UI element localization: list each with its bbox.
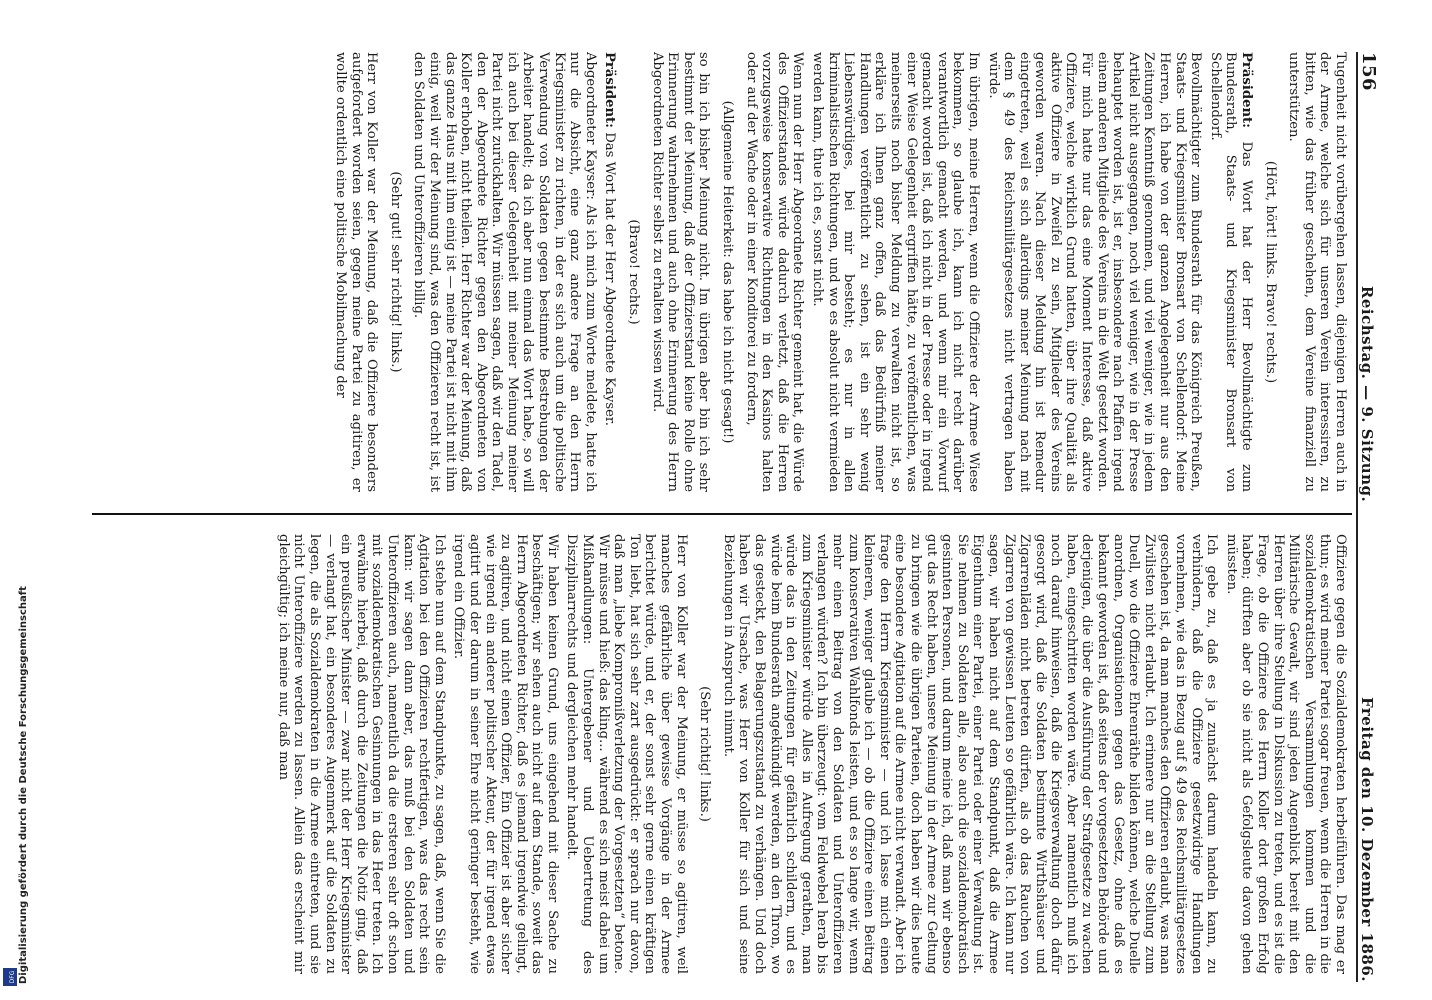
header-date: Freitag den 10. Dezember 1886.: [1358, 697, 1376, 982]
paragraph-text: Ich stehe nun auf dem Standpunkte, zu sagen, daß, wenn Sie die Agitation bei den Offizieren rechtfertigen, was das recht sein kann: wir sagen dann aber, das muß bei den Soldaten und Unteroffizieren auch, namentlich da die ersteren sehr oft schon mit sozialdemokratischen Gesinnungen in das Heer treten. Ich erwähne hierbei, daß durch die Zeitungen die Notiz ging, daß ein preußischer Minister — zwar nicht der Herr Kriegsminister — verlangt hat, ein besonderes Augenmerk auf die Soldaten zu legen, die als Sozialdemokraten in die Armee eintreten, und sie nicht Unteroffiziere werden zu lassen. Allein das erscheint mir gleichgültig; ich meine nur, daß man: [275, 534, 447, 974]
right-column: [98, 534, 1348, 974]
paragraph-text: Abgeordneter Kayser: Als ich mich zum Worte meldete, hatte ich nur die Absicht, eine ganz andere Frage an den Herrn Kriegsminister zu richten, in der es sich auch um die politische Verwendung von Soldaten gegen bestimmte Bestrebungen der Arbeiter handelt; da ich aber nun einmal das Wort habe, so will ich auch bei dieser Gelegenheit mit meiner Meinung meiner Partei nicht zurückhalten. Wir müssen sagen, daß wir den Tadel, den der Abgeordnete Richter gegen den Abgeordneten von Koller erhoben, nicht theilen. Herr Richter war der Meinung, daß das ganze Haus mit ihm einig ist — meine Partei ist nicht mit ihm einig, weil wir der Meinung sind, was den Offizieren recht ist, ist den Soldaten und Unteroffizieren billig.: [411, 52, 598, 492]
paragraph-text: (Bravo! rechts.): [626, 219, 642, 325]
paragraph-text: Offiziere gegen die Sozialdemokraten herbeiführen. Das mag er thun; es wird meiner Partei sogar freuen, wenn die Herren in die sozialdemokratischen Versammlungen kommen und die Militärische Gewalt, wir sind jeden Augenblick bereit mit den Herren über ihre Stellung in Diskussion zu treten, und es ist die Frage, ob die Offiziere des Herrn Koller dort großen Erfolg haben; dürften aber ob sie nicht als Gefolgsleute davon gehen müssten.: [1223, 534, 1348, 974]
dfg-logo: [3, 968, 17, 986]
paragraph-text: (Sehr gut! sehr richtig! links.): [387, 171, 403, 373]
paragraph-text: Im übrigen, meine Herren, wenn die Offiziere der Armee Wiese bekommen, so glaube ich, kann ich nicht recht darüber verantwortlich gemacht werden, und wenn mir ein Vorwurf gemacht worden ist, daß ich nicht in der Presse oder in irgend einer Weise Gelegenheit ergriffen hätte, zu veröffentlichen, was meinerseits noch bisher Meldung zu verwalten nicht ist, so erkläre ich Ihnen ganz offen, daß das Bedürfniß meiner Handlungen veröffentlicht zu sehen, ist ein sehr wenig Liebenswürdiges, bei mir besteht; es nur in allen kriminalistischen Richtungen, und wo es absolut nicht vermieden werden kann, thue ich es, sonst nicht.: [810, 52, 981, 492]
paragraph: [743, 52, 805, 492]
paragraph: [809, 52, 981, 492]
paragraph-text: Wir haben keinen Grund, uns eingehend mit dieser Sache zu beschäftigen; wir sehen auch nicht auf dem Stande, soweit das Herrn Abgeordneten Richter, daß es jemand irgendwie gelingt, zu agitiren, und nicht einen Offizier, Ein Offizier ist aber sicher wie irgend ein anderer politischer Akteur, der für irgend etwas agitirt und der darum in seiner Ehre nicht geringer besteht, wie irgend ein Offizier.: [451, 534, 560, 974]
paragraph-text: Tugenheit nicht vorübergehen lassen, diejenigen Herren auch in der Armee, welche sich für unseren Verein interessiren, zu bitten, wie das früher geschehen, dem Vereine finanziell zu unterstützen.: [1286, 52, 1348, 492]
paragraph: [275, 534, 447, 974]
paragraph: [332, 52, 379, 492]
paragraph: [985, 52, 1203, 492]
footer-credit: Digitalisierung gefördert durch die Deutsche Forschungsgemeinschaft: [18, 586, 29, 984]
paragraph-text: Das Wort hat der Herr Abgeordnete Kayser.: [602, 132, 618, 426]
paragraph-text: Wenn nun der Herr Abgeordnete Richter gemeint hat, die Würde des Offizierstandes würde dadurch verletzt, daß die Herren vorzugsweise konservative Richtungen in den Kasinos halten oder auf der Wache oder in einer Konditorei zu fordern,: [743, 52, 806, 492]
digitization-footer: [4, 586, 29, 984]
paragraph: [602, 52, 618, 492]
paragraph: [649, 52, 711, 492]
paragraph-text: (Sehr richtig! links.): [697, 686, 713, 822]
paragraph: [1207, 52, 1254, 492]
paragraph-text: Das Wort hat der Herr Bevollmächtigte zum Bundesrath, Staats- und Kriegsminister Bronsart von Schellendorf.: [1207, 52, 1255, 492]
paragraph: [720, 534, 1219, 974]
speaker-label: Präsident:: [602, 52, 618, 129]
left-column: [98, 52, 1348, 492]
paragraph: [564, 534, 689, 974]
paragraph-text: (Allgemeine Heiterkeit: das habe ich nicht gesagt!): [720, 100, 736, 444]
page-number: 156: [1358, 52, 1379, 92]
paragraph: [697, 534, 713, 974]
paragraph: [1223, 534, 1348, 974]
header-session: Reichstag. — 9. Sitzung.: [1358, 285, 1376, 503]
paragraph-text: Ich gebe zu, daß es ja zunächst darum handeln kann, zu verhindern, daß die Offiziere gesetzwidrige Handlungen vornehmen, wie das in Bezug auf § 49 des Reichsmilitärgesetzes geschehen ist, da man manches den Offizieren erlaubt, was man Zivilisten nicht erlaubt. Ich erinnere nur an die Stellung zum Duell, wo die Offiziere Ehrenräthe bilden können, welche Duelle anordnen, Organisationen gegen das Gesetz, ohne daß es bekannt geworden ist, daß seitens der vorgesetzten Behörde und derjenigen, die über die Ausführung der Strafgesetze zu wachen haben, eingeschritten worden wäre. Aber namentlich muß ich noch darauf hinweisen, daß die Kriegsverwaltung doch dafür gesorgt wird, daß die Soldaten bestimmte Wirthshäuser und Zigarrenläden nicht betreten dürfen, als ob das Rauchen von Zigarren von gewissen Leuten so gefährlich wäre. Ich kann nur sagen, wir haben nicht auf dem Standpunkt, daß die Armee Eigenthum einer Partei, einer Partei oder einer Verwaltung ist. Sie nehmen zu Soldaten alle, also auch die sozialdemokratisch gesinnten Personen, und darum meine ich, daß man wir ebenso gut das Recht haben, unsere Meinung in der Armee zur Geltung zu bringen wie die übrigen Parteien, doch haben wir dies heute eine besondere Agitation auf die Armee nicht verwandt. Aber ich frage den Herrn Kriegsminister — und ich lasse mich einen kleineren, weniger glaube ich — ob die Offiziere einen Beitrag zum konservativen Wahlfonds leisten, und es so lange wir, wenn mehr einen Beitrag von den Soldaten und Unteroffizieren verlangen würden? Ich bin überzeugt: vom Feldwebel herab bis zum Kriegsminister würde Alles in Aufregung gerathen, man würde das in den Zeitungen für gefährlich schildern, und es würde beim Bundesrath angekündigt werden, an den Thron, wo das gesteckt, den Belagerungszustand zu verhängen. Und doch haben wir Ursache, was Herr von Koller für sich und seine Beziehungen in Anspruch nimmt.: [720, 534, 1220, 974]
paragraph-text: Herr von Koller war der Meinung, daß die Offiziere besonders aufgefordert worden seien, gegen meine Partei zu agitiren, er wollte ordentlich eine politische Mobilmachung der: [332, 52, 380, 492]
paragraph: [411, 52, 598, 492]
speaker-label: Präsident:: [1239, 52, 1255, 129]
page-header: [1356, 52, 1386, 982]
paragraph: [1286, 52, 1348, 492]
column-separator: [92, 513, 1352, 515]
paragraph: [387, 52, 403, 492]
newspaper-page: [88, 52, 1386, 982]
paragraph: [719, 52, 735, 492]
paragraph-text: Bevollmächtigter zum Bundesrath für das Königreich Preußen, Staats- und Kriegsminister Bronsart von Schellendorf: Meine Herren, ich habe von der ganzen Angelegenheit nur aus den Zeitungen Kenntniß genommen, und viel weniger, wie in jedem Artikel nicht ausgegangen, noch viel weniger, wie in der Presse behauptet worden ist, ist er, insbesondere nach Pfaffen irgend einem anderen Mitgliede des Vereins in die Welt gesetzt worden. Für mich hatte nur das eine Moment Interesse, daß aktive Offiziere, welche wirklich Grund hatten, über ihre Qualität als aktive Offiziere in Zweifel zu sein, Mitglieder des Vereins geworden waren. Nach dieser Meldung hin ist Remedur eingetreten, weil es sich allerdings meiner Meinung nach mit dem § 49 des Reichsmilitärgesetzes nicht vertragen haben würde.: [985, 52, 1204, 492]
paragraph-text: so bin ich bisher Meinung nicht. Im übrigen aber bin ich sehr bestimmt der Meinung, daß der Offizierstand keine Rolle ohne Erinnerung wahrnehmen und auch ohne Erinnerung des Herrn Abgeordneten Richter selbst zu erhalten wissen wird.: [649, 52, 712, 492]
paragraph-text: Herr von Koller war der Meinung, er müsse so agitiren, weil manches gefährliche über gewisse Vorgänge in der Armee berichtet würde, und er, der sonst sehr gerne einen kräftigen Ton liebt, hat sich sehr zart ausgedrückt: er sprach nur davon, daß man „liebe Kompromißverletzung der Vorgesetzten“ betone. Wir müsse und hieß: das kling... während es sich meist dabei um Mißhandlungen: Untergebener und Uebertretung des Disziplinarrechts und dergleichen mehr handelt.: [564, 534, 689, 974]
paragraph: [1262, 52, 1278, 492]
paragraph: [625, 52, 641, 492]
paragraph: [451, 534, 560, 974]
paragraph-text: (Hört, hört! links. Bravo! rechts.): [1262, 160, 1278, 384]
dfg-logo-icon: [3, 968, 17, 986]
dfg-logo-text: DFG: [9, 970, 16, 984]
